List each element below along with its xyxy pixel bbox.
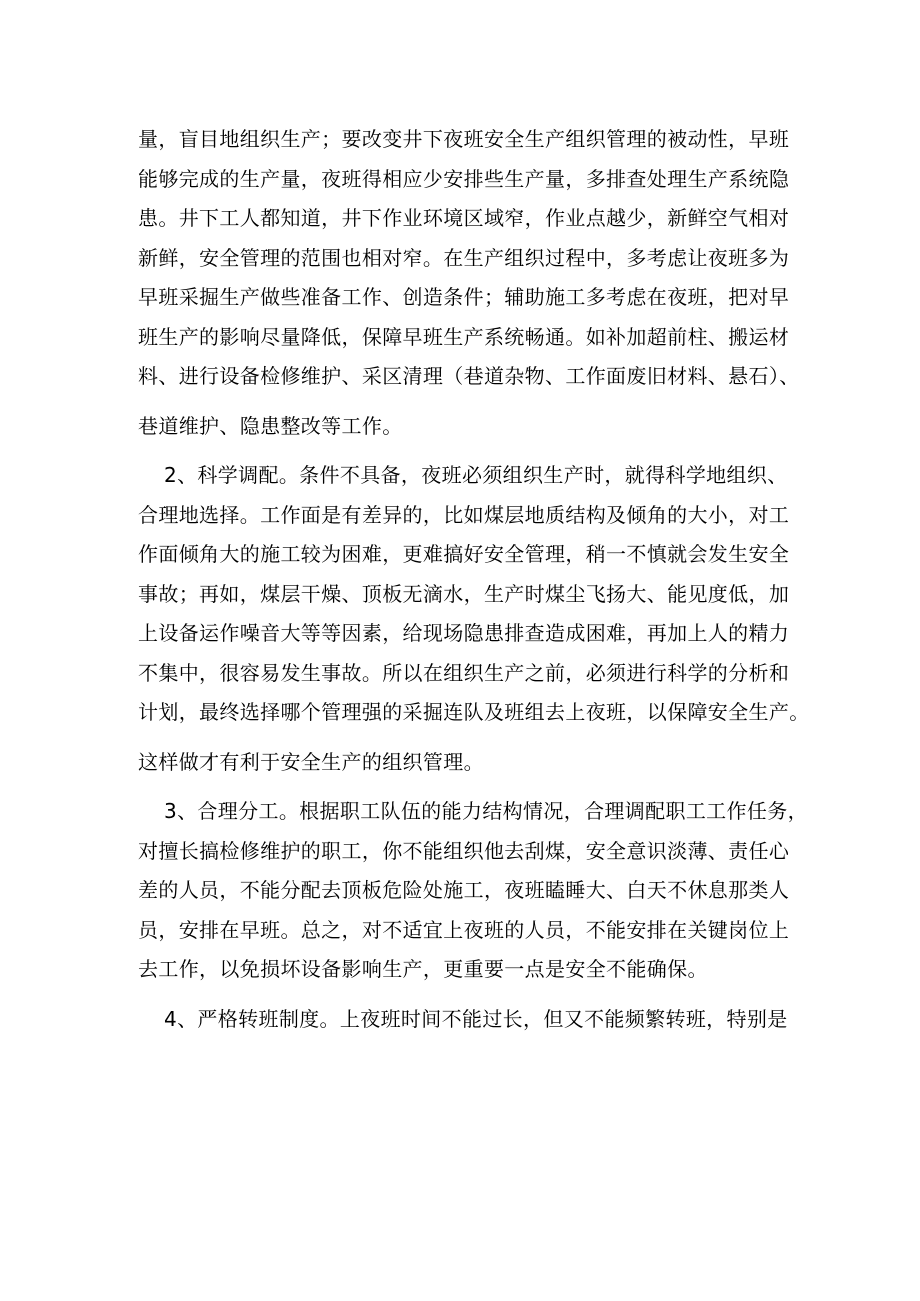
text-line: 班生产的影响尽量降低，保障早班生产系统畅通。如补加超前柱、搬运材 <box>138 325 790 349</box>
text-line: 料、进行设备检修维护、采区清理（巷道杂物、工作面废旧材料、悬石）、 <box>138 364 800 388</box>
text-line: 作面倾角大的施工较为困难，更难搞好安全管理，稍一不慎就会发生安全 <box>138 542 790 566</box>
text-line: 员，安排在早班。总之，对不适宜上夜班的人员，不能安排在关键岗位上 <box>138 918 790 942</box>
text-line: 4、严格转班制度。上夜班时间不能过长，但又不能频繁转班，特别是 <box>164 1007 788 1031</box>
text-line: 不集中，很容易发生事故。所以在组织生产之前，必须进行科学的分析和 <box>138 661 790 685</box>
text-line: 2、科学调配。条件不具备，夜班必须组织生产时，就得科学地组织、 <box>164 463 788 487</box>
text-line: 早班采掘生产做些准备工作、创造条件；辅助施工多考虑在夜班，把对早 <box>138 285 790 309</box>
text-line: 新鲜，安全管理的范围也相对窄。在生产组织过程中，多考虑让夜班多为 <box>138 246 790 270</box>
text-line: 事故；再如，煤层干燥、顶板无滴水，生产时煤尘飞扬大、能见度低，加 <box>138 582 790 606</box>
text-line: 去工作，以免损坏设备影响生产，更重要一点是安全不能确保。 <box>138 957 708 981</box>
text-line: 差的人员，不能分配去顶板危险处施工，夜班瞌睡大、白天不休息那类人 <box>138 878 790 902</box>
text-line: 量，盲目地组织生产；要改变井下夜班安全生产组织管理的被动性，早班 <box>138 127 790 151</box>
text-line: 患。井下工人都知道，井下作业环境区域窄，作业点越少，新鲜空气相对 <box>138 206 790 230</box>
text-line: 对擅长搞检修维护的职工，你不能组织他去刮煤，安全意识淡薄、责任心 <box>138 839 790 863</box>
text-line: 巷道维护、隐患整改等工作。 <box>138 414 403 438</box>
text-line: 计划，最终选择哪个管理强的采掘连队及班组去上夜班，以保障安全生产。 <box>138 700 810 724</box>
text-line: 上设备运作噪音大等等因素，给现场隐患排查造成困难，再加上人的精力 <box>138 621 790 645</box>
text-line: 3、合理分工。根据职工队伍的能力结构情况，合理调配职工工作任务， <box>164 799 808 823</box>
text-line: 这样做才有利于安全生产的组织管理。 <box>138 750 484 774</box>
text-line: 能够完成的生产量，夜班得相应少安排些生产量，多排查处理生产系统隐 <box>138 167 790 191</box>
text-line: 合理地选择。工作面是有差异的，比如煤层地质结构及倾角的大小，对工 <box>138 503 790 527</box>
